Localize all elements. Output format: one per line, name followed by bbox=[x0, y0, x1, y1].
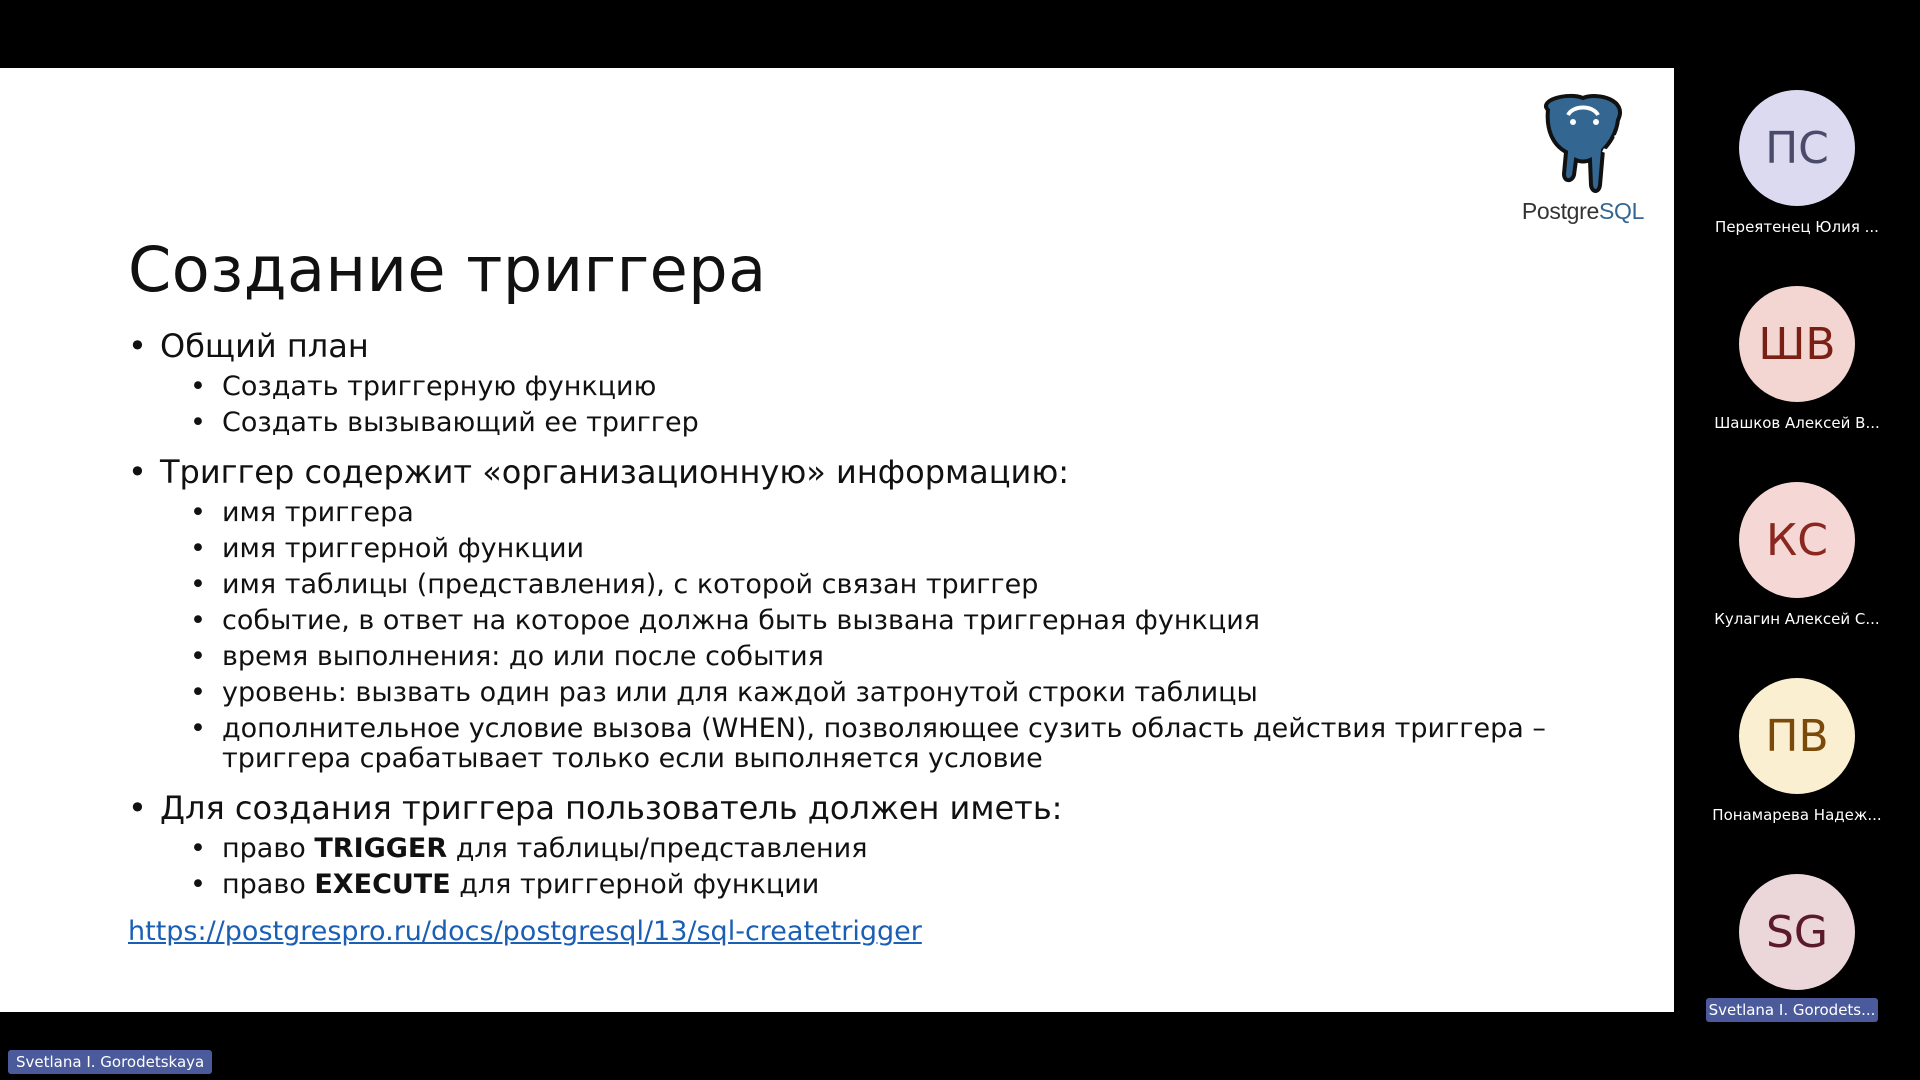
participant-name: Svetlana I. Gorodets... bbox=[1706, 998, 1878, 1022]
presenter-label: Svetlana I. Gorodetskaya bbox=[8, 1050, 212, 1074]
participant-tile[interactable] bbox=[1674, 656, 1920, 852]
bullet-heading: • Триггер содержит «организационную» информацию: bbox=[128, 452, 1568, 492]
slide-title: Создание триггера bbox=[128, 233, 767, 306]
participant-name: Кулагин Алексей С... bbox=[1714, 610, 1880, 628]
elephant-icon bbox=[1508, 90, 1658, 198]
participant-tile[interactable] bbox=[1674, 68, 1920, 264]
participant-name: Шашков Алексей В... bbox=[1714, 414, 1880, 432]
postgresql-logo bbox=[1508, 90, 1658, 230]
logo-text: PostgreSQL bbox=[1521, 198, 1645, 224]
participant-tile[interactable] bbox=[1674, 852, 1920, 1048]
docs-link[interactable]: https://postgrespro.ru/docs/postgresql/13/sql-createtrigger bbox=[128, 916, 922, 947]
bullet-item: • дополнительное условие вызова (WHEN), позволяющее сузить область действия триггера – триггера срабатывает только если выполняется условие bbox=[128, 714, 1622, 774]
bullet-item: • право TRIGGER для таблицы/представления bbox=[128, 834, 1568, 864]
bullet-item: • право EXECUTE для триггерной функции bbox=[128, 870, 1568, 900]
slide-content bbox=[128, 318, 1568, 947]
bullet-heading: • Общий план bbox=[128, 326, 1568, 366]
bullet-item: • Создать вызывающий ее триггер bbox=[128, 408, 1568, 438]
bullet-item: • время выполнения: до или после события bbox=[128, 642, 1568, 672]
participants-panel bbox=[1674, 68, 1920, 1048]
bullet-item: • событие, в ответ на которое должна быть вызвана триггерная функция bbox=[128, 606, 1568, 636]
bullet-item: • имя триггерной функции bbox=[128, 534, 1568, 564]
bullet-item: • имя таблицы (представления), с которой связан триггер bbox=[128, 570, 1568, 600]
bullet-heading: • Для создания триггера пользователь должен иметь: bbox=[128, 788, 1568, 828]
bullet-item: • Создать триггерную функцию bbox=[128, 372, 1568, 402]
bullet-item: • имя триггера bbox=[128, 498, 1568, 528]
avatar: ПВ bbox=[1739, 678, 1855, 794]
avatar: КС bbox=[1739, 482, 1855, 598]
participant-tile[interactable] bbox=[1674, 460, 1920, 656]
avatar: ПС bbox=[1739, 90, 1855, 206]
participant-name: Понамарева Надеж... bbox=[1712, 806, 1882, 824]
participant-tile[interactable] bbox=[1674, 264, 1920, 460]
bullet-item: • уровень: вызвать один раз или для каждой затронутой строки таблицы bbox=[128, 678, 1568, 708]
participant-name: Переятенец Юлия ... bbox=[1715, 218, 1879, 236]
shared-slide bbox=[0, 68, 1674, 1012]
avatar: SG bbox=[1739, 874, 1855, 990]
avatar: ШВ bbox=[1739, 286, 1855, 402]
